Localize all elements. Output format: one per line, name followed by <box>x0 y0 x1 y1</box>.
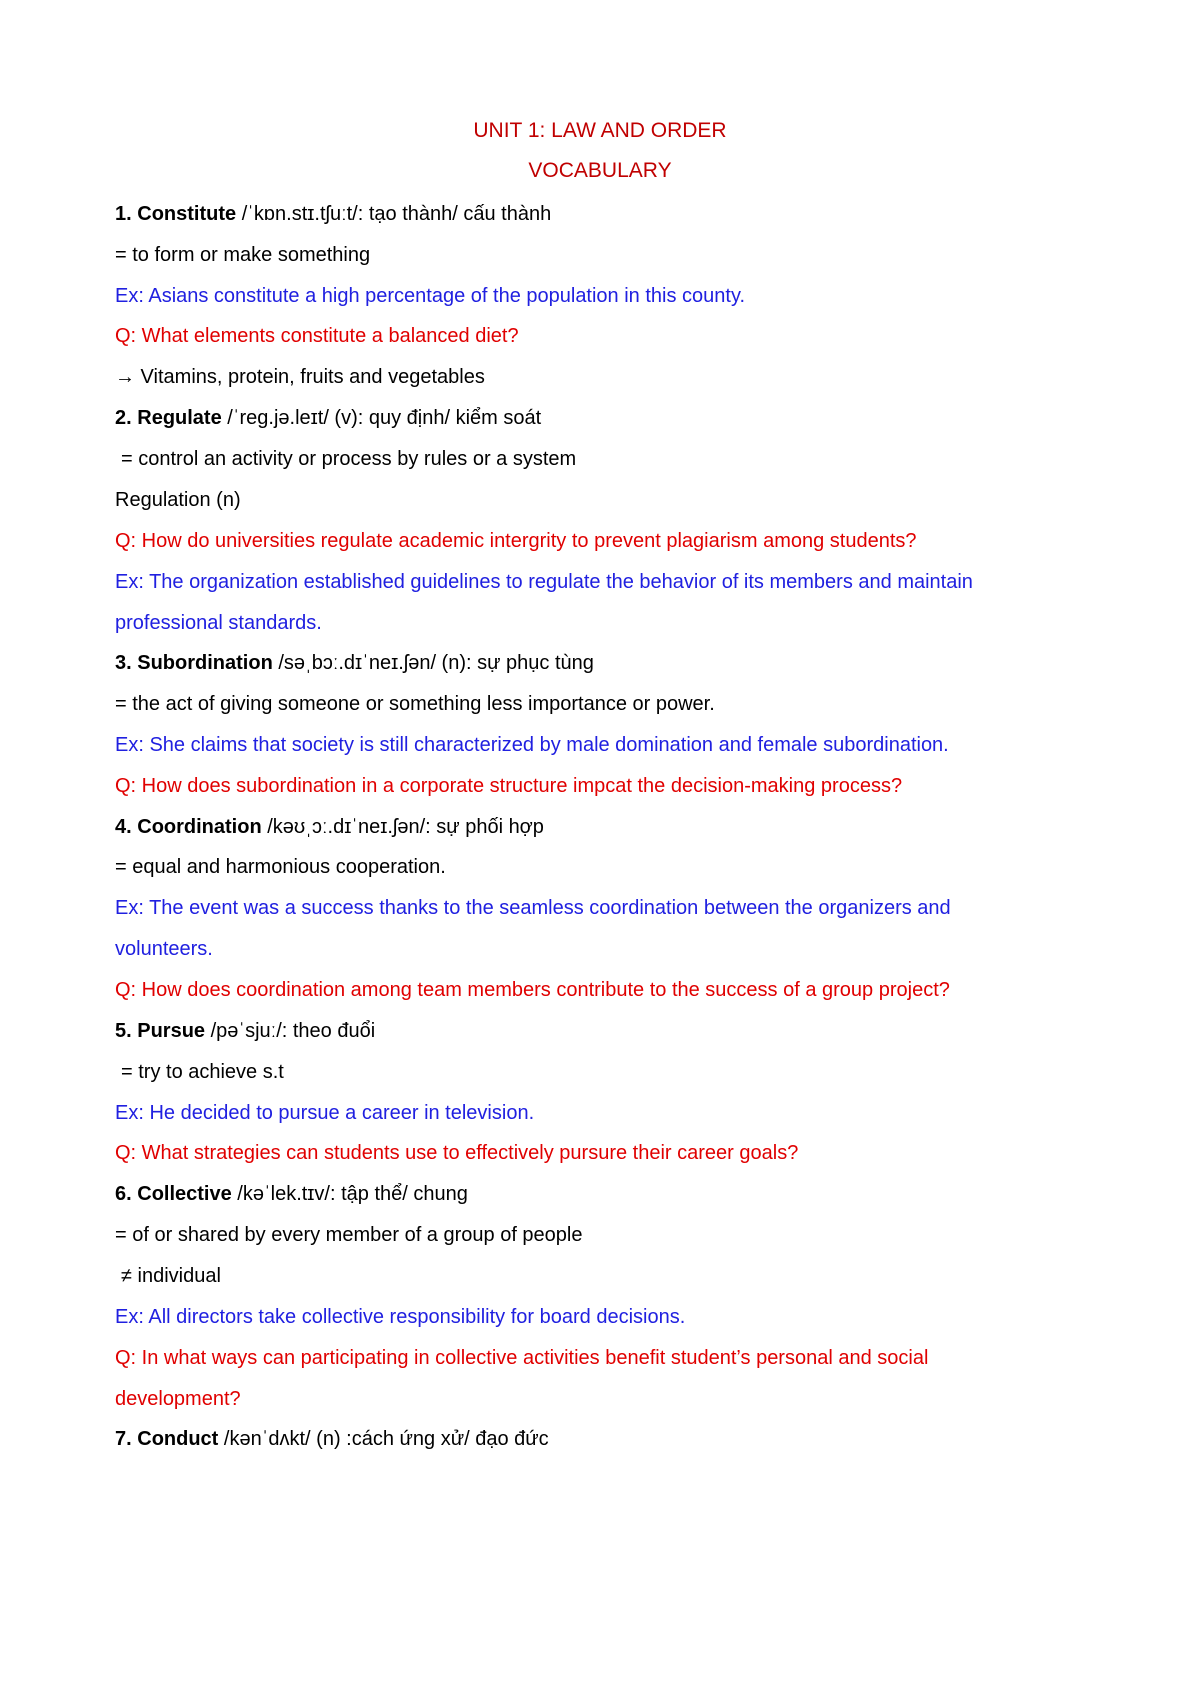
entry-number: 3. <box>115 652 138 674</box>
vocab-entry-subordination <box>115 651 1095 675</box>
entry-number: 6. <box>115 1183 138 1205</box>
entry-pronunciation-meaning: /ˈreg.jə.leɪt/ (v): quy định/ kiểm soát <box>221 407 542 429</box>
example-sentence: Ex: All directors take collective responsibility for board decisions. <box>115 1306 686 1328</box>
entry-term: Pursue <box>137 1020 206 1042</box>
question: Q: How do universities regulate academic intergrity to prevent plagiarism among students? <box>115 530 917 552</box>
entry-term: Constitute <box>137 203 237 225</box>
definition: = try to achieve s.t <box>121 1061 284 1083</box>
question: Q: In what ways can participating in collective activities benefit student’s personal and social <box>115 1347 929 1369</box>
example-sentence: Ex: The organization established guidelines to regulate the behavior of its members and maintain <box>115 571 973 593</box>
entry-number: 4. <box>115 816 138 838</box>
unit-title: UNIT 1: LAW AND ORDER <box>473 119 727 142</box>
definition: = equal and harmonious cooperation. <box>115 856 446 878</box>
section-title: VOCABULARY <box>528 159 672 182</box>
entry-number: 1. <box>115 203 138 225</box>
vocab-entry-collective <box>115 1182 1095 1206</box>
example-sentence-continued: professional standards. <box>115 612 322 634</box>
example-sentence: Ex: The event was a success thanks to the seamless coordination between the organizers and <box>115 897 951 919</box>
vocab-entry-coordination <box>115 815 1095 839</box>
example-sentence: Ex: She claims that society is still characterized by male domination and female subordination. <box>115 734 949 756</box>
vocab-entry-regulate <box>115 406 1095 430</box>
question: Q: How does coordination among team members contribute to the success of a group project? <box>115 979 950 1001</box>
definition: = to form or make something <box>115 244 371 266</box>
word-form: Regulation (n) <box>115 489 241 511</box>
question: Q: How does subordination in a corporate structure impcat the decision-making process? <box>115 775 903 797</box>
antonym: ≠ individual <box>121 1265 221 1287</box>
vocab-entry-constitute <box>115 202 1095 226</box>
example-sentence: Ex: He decided to pursue a career in television. <box>115 1102 535 1124</box>
answer: → Vitamins, protein, fruits and vegetables <box>115 366 485 388</box>
entry-term: Conduct <box>137 1428 219 1450</box>
question-continued: development? <box>115 1388 241 1410</box>
example-sentence: Ex: Asians constitute a high percentage of the population in this county. <box>115 285 746 307</box>
vocab-entry-pursue <box>115 1019 1095 1043</box>
entry-number: 2. <box>115 407 138 429</box>
entry-number: 7. <box>115 1428 138 1450</box>
entry-number: 5. <box>115 1020 138 1042</box>
example-sentence-continued: volunteers. <box>115 938 213 960</box>
entry-pronunciation-meaning: /kənˈdʌkt/ (n) :cách ứng xử/ đạo đức <box>218 1428 549 1450</box>
entry-term: Regulate <box>137 407 222 429</box>
entry-term: Collective <box>137 1183 232 1205</box>
entry-pronunciation-meaning: /ˈkɒn.stɪ.tʃuːt/: tạo thành/ cấu thành <box>236 203 552 225</box>
entry-pronunciation-meaning: /kəʊˌɔː.dɪˈneɪ.ʃən/: sự phối hợp <box>261 816 544 838</box>
definition: = the act of giving someone or something less importance or power. <box>115 693 715 715</box>
entry-term: Subordination <box>137 652 273 674</box>
definition: = control an activity or process by rules or a system <box>121 448 577 470</box>
vocab-entry-conduct <box>115 1427 1095 1451</box>
entry-pronunciation-meaning: /pəˈsjuː/: theo đuổi <box>205 1020 376 1042</box>
question: Q: What strategies can students use to effectively pursure their career goals? <box>115 1142 799 1164</box>
entry-pronunciation-meaning: /səˌbɔː.dɪˈneɪ.ʃən/ (n): sự phục tùng <box>272 652 594 674</box>
entry-pronunciation-meaning: /kəˈlek.tɪv/: tập thể/ chung <box>231 1183 468 1205</box>
question: Q: What elements constitute a balanced diet? <box>115 325 519 347</box>
definition: = of or shared by every member of a group of people <box>115 1224 583 1246</box>
entry-term: Coordination <box>137 816 262 838</box>
